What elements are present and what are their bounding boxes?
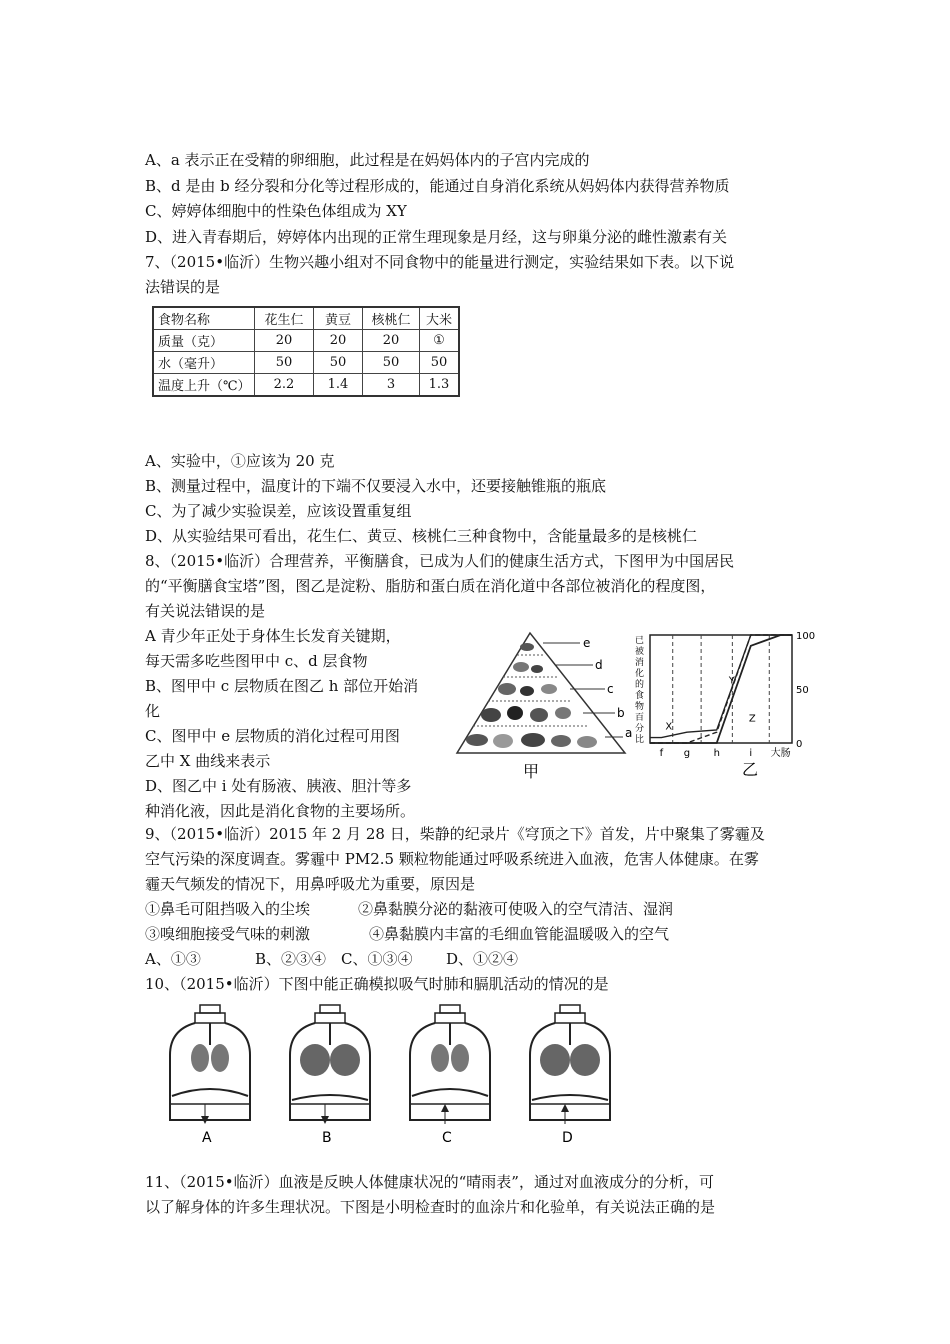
pyramid-caption: 甲 bbox=[523, 762, 540, 781]
q9-item-3: ③嗅细胞接受气味的刺激 bbox=[145, 925, 311, 943]
table-row bbox=[153, 352, 459, 374]
q9-option-c: C、①③④ bbox=[341, 950, 413, 968]
q7-option-d: D、从实验结果可看出，花生仁、黄豆、核桃仁三种食物中，含能量最多的是核桃仁 bbox=[145, 527, 698, 545]
ylabel-char: 食 bbox=[635, 691, 645, 701]
q9-item-2: ②鼻黏膜分泌的黏液可使吸入的空气清洁、湿润 bbox=[358, 900, 674, 918]
q9-option-a: A、①③ bbox=[145, 950, 201, 968]
q8-option-a-line1: A 青少年正处于身体生长发育关键期， bbox=[145, 627, 401, 645]
food-energy-table bbox=[152, 306, 460, 397]
series-label-x: X bbox=[665, 721, 673, 733]
table-cell: 温度上升（℃） bbox=[153, 374, 255, 397]
y-tick-label: 0 bbox=[796, 739, 803, 750]
q6-option-b: B、d 是由 b 经分裂和分化等过程形成的，能通过自身消化系统从妈妈体内获得营养物质 bbox=[145, 177, 730, 195]
y-tick-label: 100 bbox=[796, 631, 816, 642]
table-cell: 20 bbox=[255, 330, 314, 352]
lung-model-figure bbox=[160, 1000, 630, 1150]
ylabel-char: 百 bbox=[635, 713, 645, 723]
q8-option-d-line2: 种消化液，因此是消化食物的主要场所。 bbox=[145, 802, 416, 820]
q7-option-c: C、为了减少实验误差，应该设置重复组 bbox=[145, 502, 412, 520]
q11-stem-line2: 以了解身体的许多生理状况。下图是小明检查时的血涂片和化验单，有关说法正确的是 bbox=[145, 1198, 716, 1216]
q7-stem-line1: 7、（2015•临沂）生物兴趣小组对不同食物中的能量进行测定，实验结果如下表。以下说 bbox=[145, 253, 735, 271]
table-row bbox=[153, 330, 459, 352]
model-d bbox=[530, 1005, 610, 1146]
ylabel-char: 已 bbox=[635, 636, 645, 646]
q10-stem: 10、（2015•临沂）下图中能正确模拟吸气时肺和膈肌活动的情况的是 bbox=[145, 975, 609, 993]
table-header-cell: 黄豆 bbox=[314, 307, 363, 330]
model-label-c: C bbox=[442, 1130, 452, 1146]
pyramid-label-a: a bbox=[625, 726, 633, 740]
digestion-chart bbox=[632, 625, 817, 785]
q9-stem-line1: 9、（2015•临沂）2015 年 2 月 28 日，柴静的纪录片《穹顶之下》首发，片中聚集了雾霾及 bbox=[145, 825, 765, 843]
table-header-cell: 大米 bbox=[420, 307, 460, 330]
ylabel-char: 的 bbox=[635, 680, 645, 690]
q6-option-c: C、婷婷体细胞中的性染色体组成为 XY bbox=[145, 202, 407, 220]
pyramid-label-c: c bbox=[607, 682, 614, 696]
table-cell: 50 bbox=[420, 352, 460, 374]
q6-option-a: A、a 表示正在受精的卵细胞，此过程是在妈妈体内的子宫内完成的 bbox=[145, 151, 590, 169]
table-cell: 20 bbox=[363, 330, 420, 352]
table-cell: 20 bbox=[314, 330, 363, 352]
model-b bbox=[290, 1005, 370, 1146]
q7-stem-line2: 法错误的是 bbox=[145, 278, 221, 296]
q9-stem-line3: 霾天气频发的情况下，用鼻呼吸尤为重要，原因是 bbox=[145, 875, 476, 893]
model-a bbox=[170, 1005, 250, 1146]
table-header-cell: 食物名称 bbox=[153, 307, 255, 330]
pyramid-label-d: d bbox=[595, 658, 603, 672]
q11-stem-line1: 11、（2015•临沂）血液是反映人体健康状况的“晴雨表”，通过对血液成分的分析，可 bbox=[145, 1173, 714, 1191]
x-tick-label: i bbox=[749, 748, 753, 759]
q8-option-b-line2: 化 bbox=[145, 702, 161, 720]
model-c bbox=[410, 1005, 490, 1146]
model-label-a: A bbox=[202, 1130, 212, 1146]
series-label-z: Z bbox=[748, 713, 756, 725]
table-cell: 水（毫升） bbox=[153, 352, 255, 374]
table-cell: 50 bbox=[255, 352, 314, 374]
q8-option-c-line2: 乙中 X 曲线来表示 bbox=[145, 752, 271, 770]
q9-option-d: D、①②④ bbox=[446, 950, 519, 968]
ylabel-char: 被 bbox=[635, 647, 645, 657]
table-header-cell: 花生仁 bbox=[255, 307, 314, 330]
q9-stem-line2: 空气污染的深度调查。雾霾中 PM2.5 颗粒物能通过呼吸系统进入血液，危害人体健康。在雾 bbox=[145, 850, 759, 868]
chart-y-axis-label bbox=[635, 635, 644, 745]
table-cell: 1.4 bbox=[314, 374, 363, 397]
table-cell: ① bbox=[420, 330, 460, 352]
q9-item-4: ④鼻黏膜内丰富的毛细血管能温暖吸入的空气 bbox=[369, 925, 670, 943]
table-cell: 质量（克） bbox=[153, 330, 255, 352]
model-label-d: D bbox=[562, 1130, 573, 1146]
q9-option-b: B、②③④ bbox=[255, 950, 327, 968]
q9-item-1: ①鼻毛可阻挡吸入的尘埃 bbox=[145, 900, 311, 918]
series-label-y: Y bbox=[728, 675, 735, 687]
table-cell: 50 bbox=[314, 352, 363, 374]
ylabel-char: 分 bbox=[635, 724, 645, 734]
table-row bbox=[153, 374, 459, 397]
pyramid-label-e: e bbox=[583, 636, 591, 650]
q8-stem-line3: 有关说法错误的是 bbox=[145, 602, 266, 620]
ylabel-char: 化 bbox=[635, 669, 645, 679]
x-tick-label: 大肠 bbox=[770, 748, 791, 759]
table-header-row bbox=[153, 307, 459, 330]
q8-option-c-line1: C、图甲中 e 层物质的消化过程可用图 bbox=[145, 727, 400, 745]
q8-option-d-line1: D、图乙中 i 处有肠液、胰液、胆汁等多 bbox=[145, 777, 412, 795]
x-tick-label: g bbox=[683, 748, 691, 759]
q7-option-a: A、实验中，①应该为 20 克 bbox=[145, 452, 335, 470]
chart-caption: 乙 bbox=[742, 760, 759, 779]
y-tick-label: 50 bbox=[796, 685, 809, 696]
q8-option-b-line1: B、图甲中 c 层物质在图乙 h 部位开始消 bbox=[145, 677, 419, 695]
table-cell: 2.2 bbox=[255, 374, 314, 397]
food-pyramid-figure bbox=[455, 625, 635, 785]
table-cell: 50 bbox=[363, 352, 420, 374]
q8-stem-line1: 8、（2015•临沂）合理营养，平衡膳食，已成为人们的健康生活方式，下图甲为中国居民 bbox=[145, 552, 735, 570]
ylabel-char: 比 bbox=[635, 735, 645, 745]
x-tick-label: h bbox=[713, 748, 720, 759]
q8-option-a-line2: 每天需多吃些图甲中 c、d 层食物 bbox=[145, 652, 368, 670]
ylabel-char: 消 bbox=[635, 658, 645, 668]
ylabel-char: 物 bbox=[635, 702, 645, 712]
model-label-b: B bbox=[322, 1130, 332, 1146]
table-cell: 3 bbox=[363, 374, 420, 397]
x-tick-label: f bbox=[659, 748, 664, 759]
q6-option-d: D、进入青春期后，婷婷体内出现的正常生理现象是月经，这与卵巢分泌的雌性激素有关 bbox=[145, 228, 728, 246]
pyramid-label-b: b bbox=[617, 706, 625, 720]
table-header-cell: 核桃仁 bbox=[363, 307, 420, 330]
q8-stem-line2: 的“平衡膳食宝塔”图，图乙是淀粉、脂肪和蛋白质在消化道中各部位被消化的程度图， bbox=[145, 577, 716, 595]
q7-option-b: B、测量过程中，温度计的下端不仅要浸入水中，还要接触锥瓶的瓶底 bbox=[145, 477, 607, 495]
table-cell: 1.3 bbox=[420, 374, 460, 397]
